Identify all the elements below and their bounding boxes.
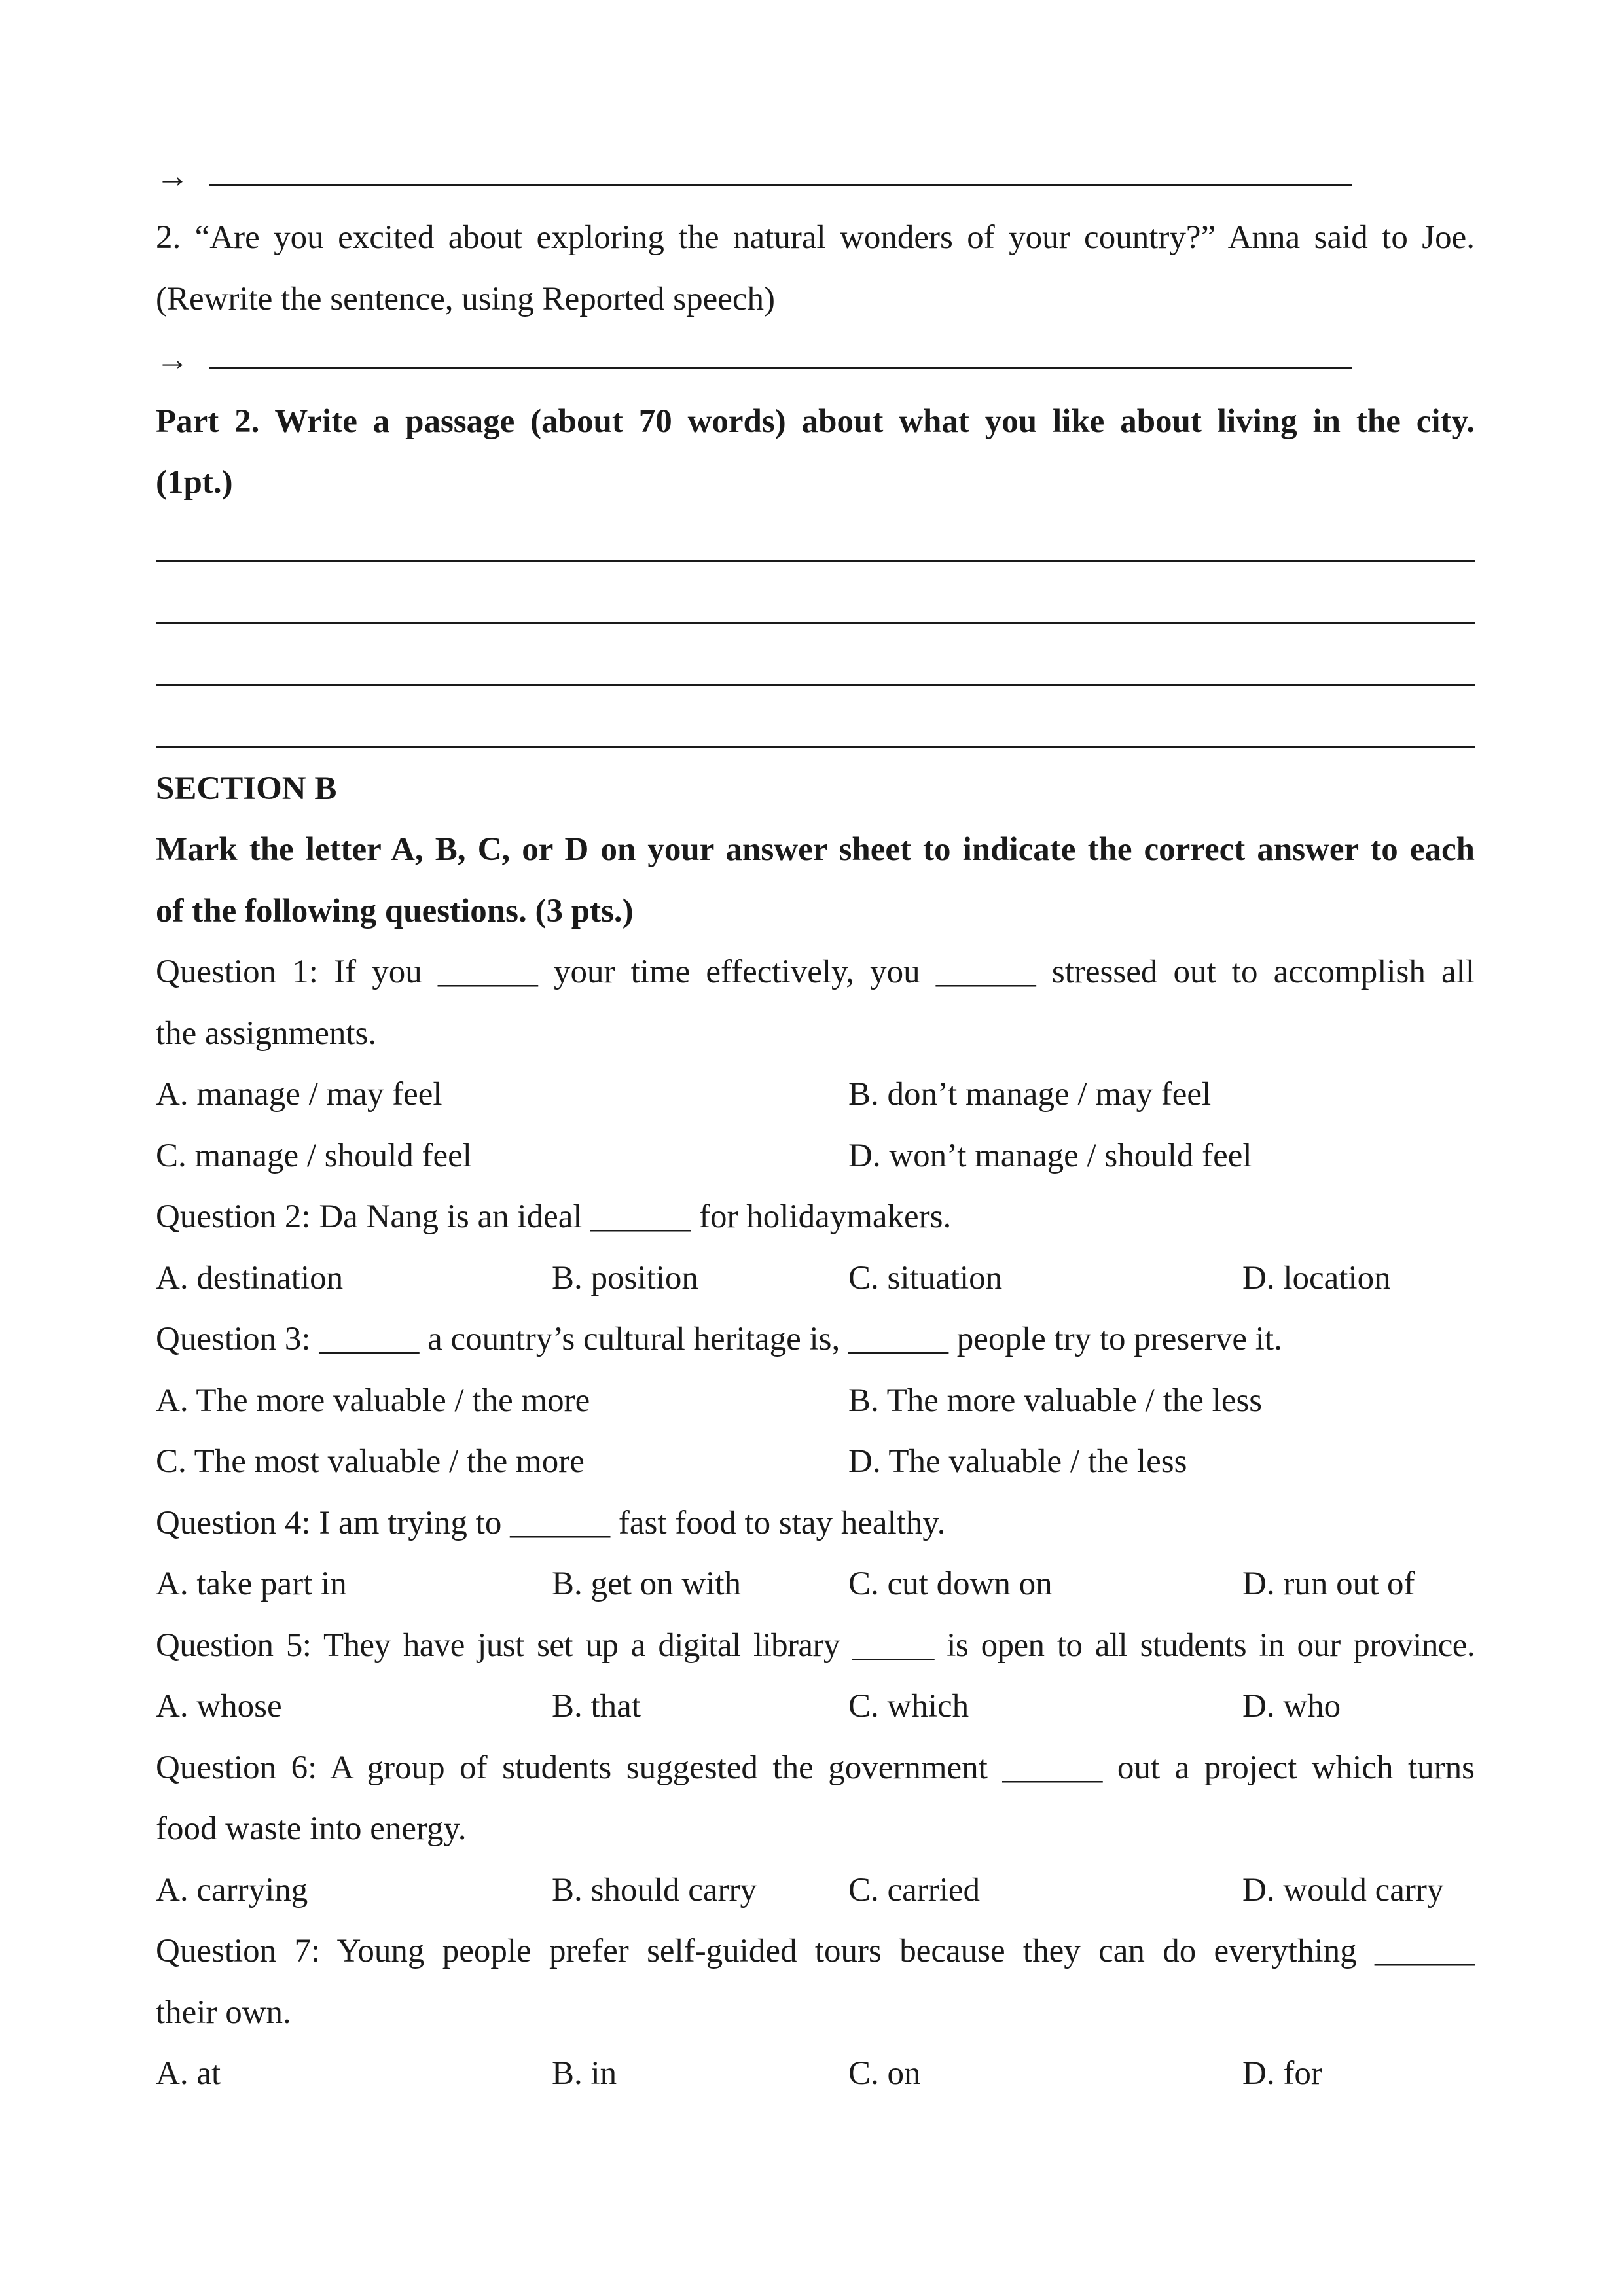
arrow-icon: → [156,158,189,195]
option-a[interactable]: A. take part in [156,1566,347,1602]
question-6-options [156,1859,1475,1921]
question-6-text: Question 6: A group of students suggested the government ______ out a project which turns [156,1749,1475,1786]
option-d[interactable]: D. The valuable / the less [848,1443,1187,1480]
rewrite-instruction: (Rewrite the sentence, using Reported speech) [156,281,775,317]
question-1-text: Question 1: If you ______ your time effectively, you ______ stressed out to accomplish all [156,954,1475,990]
option-a[interactable]: A. destination [156,1260,344,1297]
question-6-text-cont: food waste into energy. [156,1810,467,1847]
question-7-options [156,2043,1475,2104]
option-d[interactable]: D. for [1242,2055,1322,2092]
answer-line-1[interactable] [156,146,1475,207]
option-b[interactable]: B. should carry [552,1872,757,1909]
option-c[interactable]: C. which [848,1688,969,1725]
option-a[interactable]: A. carrying [156,1872,308,1909]
option-c[interactable]: C. carried [848,1872,981,1909]
question-5-text: Question 5: They have just set up a digital library _____ is open to all students in our province. [156,1627,1475,1664]
option-b[interactable]: B. don’t manage / may feel [848,1076,1212,1113]
option-d[interactable]: D. run out of [1242,1566,1415,1602]
writing-line-3[interactable] [156,684,1475,686]
question-4-text: Question 4: I am trying to ______ fast food to stay healthy. [156,1505,946,1541]
option-b[interactable]: B. in [552,2055,617,2092]
option-c[interactable]: C. manage / should feel [156,1138,472,1174]
question-4-options [156,1553,1475,1615]
option-b[interactable]: B. that [552,1688,641,1725]
writing-line-4[interactable] [156,746,1475,748]
option-d[interactable]: D. would carry [1242,1872,1444,1909]
section-b-instruction-cont: of the following questions. (3 pts.) [156,893,634,929]
option-d[interactable]: D. who [1242,1688,1341,1725]
rewrite-question-2: 2. “Are you excited about exploring the natural wonders of your country?” Anna said to Joe. [156,219,1475,256]
option-b[interactable]: B. get on with [552,1566,741,1602]
question-3-options-row-1 [156,1370,1475,1431]
question-1-options-row-2 [156,1125,1475,1187]
section-b-instruction: Mark the letter A, B, C, or D on your answer sheet to indicate the correct answer to each [156,831,1475,868]
option-a[interactable]: A. whose [156,1688,282,1725]
option-b[interactable]: B. position [552,1260,698,1297]
section-b-title: SECTION B [156,770,337,807]
writing-line-2[interactable] [156,622,1475,624]
option-b[interactable]: B. The more valuable / the less [848,1382,1263,1419]
option-a[interactable]: A. manage / may feel [156,1076,442,1113]
question-7-text: Question 7: Young people prefer self-guided tours because they can do everything ______ [156,1933,1475,1969]
option-c[interactable]: C. The most valuable / the more [156,1443,585,1480]
option-a[interactable]: A. The more valuable / the more [156,1382,590,1419]
option-c[interactable]: C. cut down on [848,1566,1053,1602]
answer-line-2[interactable] [156,329,1475,391]
worksheet-page [156,0,1475,2296]
answer-blank[interactable] [209,184,1352,186]
arrow-icon: → [156,342,189,378]
question-7-text-cont: their own. [156,1994,291,2031]
question-5-options [156,1676,1475,1737]
option-c[interactable]: C. situation [848,1260,1003,1297]
option-d[interactable]: D. won’t manage / should feel [848,1138,1252,1174]
option-a[interactable]: A. at [156,2055,221,2092]
question-1-options-row-1 [156,1064,1475,1125]
question-3-text: Question 3: ______ a country’s cultural heritage is, ______ people try to preserve it. [156,1321,1282,1357]
option-d[interactable]: D. location [1242,1260,1391,1297]
writing-line-1[interactable] [156,560,1475,562]
answer-blank[interactable] [209,367,1352,369]
question-1-text-cont: the assignments. [156,1015,377,1052]
part2-points: (1pt.) [156,464,233,501]
option-c[interactable]: C. on [848,2055,921,2092]
question-2-options [156,1247,1475,1309]
question-3-options-row-2 [156,1431,1475,1492]
part2-heading: Part 2. Write a passage (about 70 words) about what you like about living in the city. [156,403,1475,440]
question-2-text: Question 2: Da Nang is an ideal ______ for holidaymakers. [156,1198,952,1235]
